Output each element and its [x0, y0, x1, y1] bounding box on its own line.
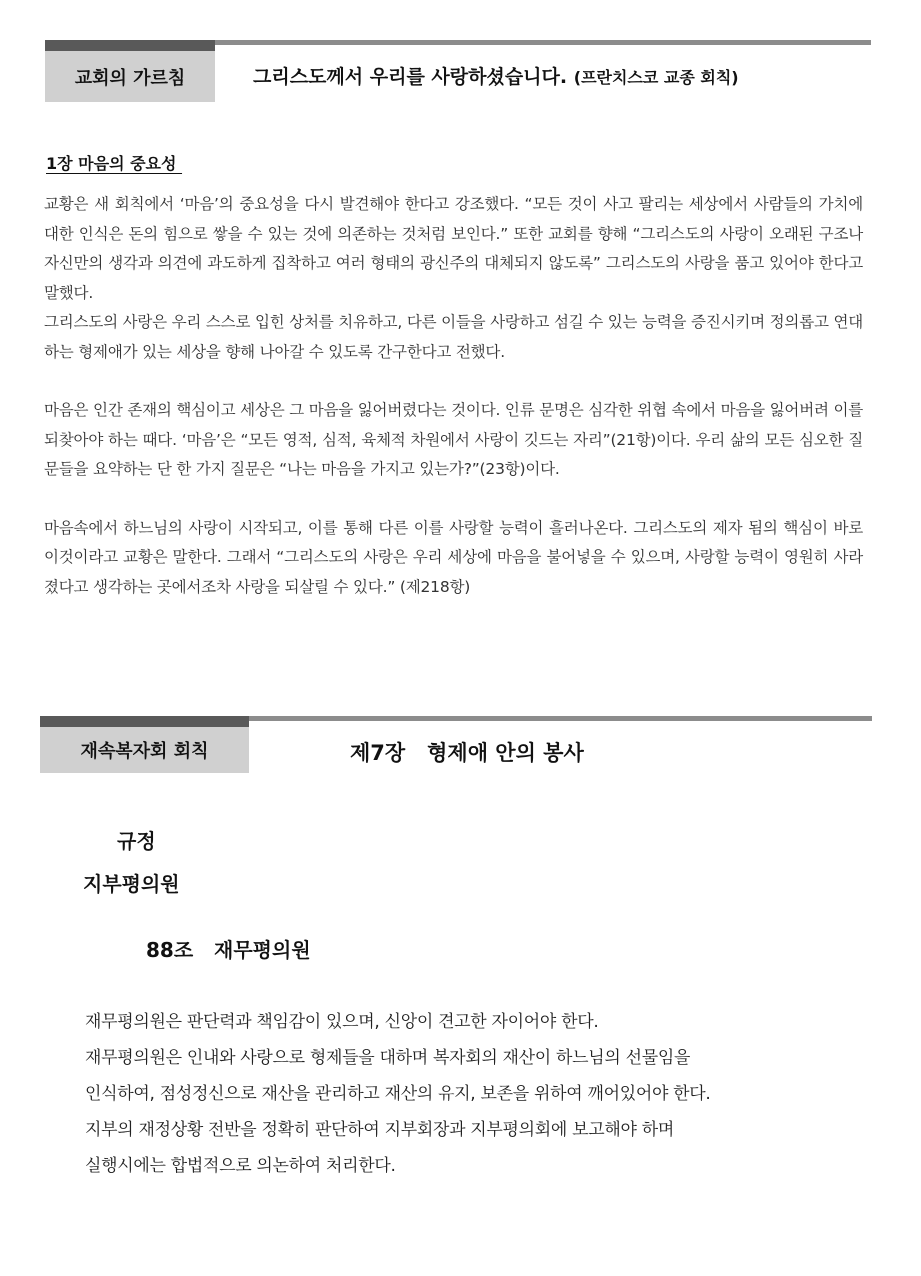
section1-subtitle: (프란치스코 교종 회칙)	[573, 68, 739, 87]
paragraph-2: 그리스도의 사랑은 우리 스스로 입힌 상처를 치유하고, 다른 이들을 사랑하고 섬길 수 있는 능력을 증진시키며 정의롭고 연대하는 형제애가 있는 세상을 향해 나아갈 수 있도록 간구한다고 전했다.	[44, 313, 864, 361]
section2-bar-dark	[40, 716, 249, 727]
section2-title: 제7장 형제애 안의 봉사	[350, 741, 584, 765]
section1-tab-label: 교회의 가르침	[74, 67, 186, 89]
article-body	[85, 1004, 845, 1184]
rule-label: 규정	[117, 829, 156, 853]
article-line-1: 재무평의원은 판단력과 책임감이 있으며, 신앙이 견고한 자이어야 한다.	[85, 1012, 599, 1032]
article-line-5: 실행시에는 합법적으로 의논하여 처리한다.	[85, 1156, 396, 1176]
paragraph-4: 마음속에서 하느님의 사랑이 시작되고, 이를 통해 다른 이를 사랑할 능력이 흘러나온다. 그리스도의 제자 됨의 핵심이 바로 이것이라고 교황은 말한다. 그래서 “그리스도의 사랑은 우리 세상에 마음을 불어넣을 수 있으며, 사랑할 능력이 영원히 사라졌다고 생각하는 곳에서조차 사랑을 되살릴 수 있다.” (제218항)	[44, 518, 863, 596]
section1-bar-dark	[45, 40, 215, 51]
paragraph-3: 마음은 인간 존재의 핵심이고 세상은 그 마음을 잃어버렸다는 것이다. 인류 문명은 심각한 위협 속에서 마음을 잃어버려 이를 되찾아야 하는 때다. ‘마음’은 “모든 영적, 심적, 육체적 차원에서 사랑이 깃드는 자리”(21항)이다. 우리 삶의 모든 심오한 질문들을 요약하는 단 한 가지 질문은 “나는 마음을 가지고 있는가?”(23항)이다.	[44, 401, 864, 478]
article-line-2: 재무평의원은 인내와 사랑으로 형제들을 대하며 복자회의 재산이 하느님의 선물임을	[85, 1048, 691, 1068]
section1-body	[44, 190, 863, 602]
section2-tab-label: 재속복자회 회칙	[80, 741, 209, 762]
paragraph-1: 교황은 새 회칙에서 ‘마음’의 중요성을 다시 발견해야 한다고 강조했다. “모든 것이 사고 팔리는 세상에서 사람들의 가치에 대한 인식은 돈의 힘으로 쌓을 수 있는 것에 의존하는 것처럼 보인다.” 또한 교회를 향해 “그리스도의 사랑이 오래된 구조나 자신만의 생각과 의견에 과도하게 집착하고 여러 형태의 광신주의 대체되지 않도록” 그리스도의 사랑을 품고 있어야 한다고 말했다.	[44, 195, 863, 302]
section1-heading: 1장 마음의 중요성	[46, 154, 183, 173]
section2-tab	[40, 727, 249, 773]
section1-tab	[45, 51, 215, 102]
section1-title-text: 그리스도께서 우리를 사랑하셨습니다.	[253, 66, 568, 88]
article-title: 88조 재무평의원	[146, 938, 311, 962]
section1-title	[253, 62, 739, 89]
section2-bar-gray	[249, 716, 872, 721]
section1-bar-gray	[215, 40, 871, 45]
council-label: 지부평의원	[83, 872, 180, 896]
article-line-3: 인식하여, 점성정신으로 재산을 관리하고 재산의 유지, 보존을 위하여 깨어있어야 한다.	[85, 1084, 711, 1104]
article-line-4: 지부의 재정상황 전반을 정확히 판단하여 지부회장과 지부평의회에 보고해야 하며	[85, 1120, 674, 1140]
